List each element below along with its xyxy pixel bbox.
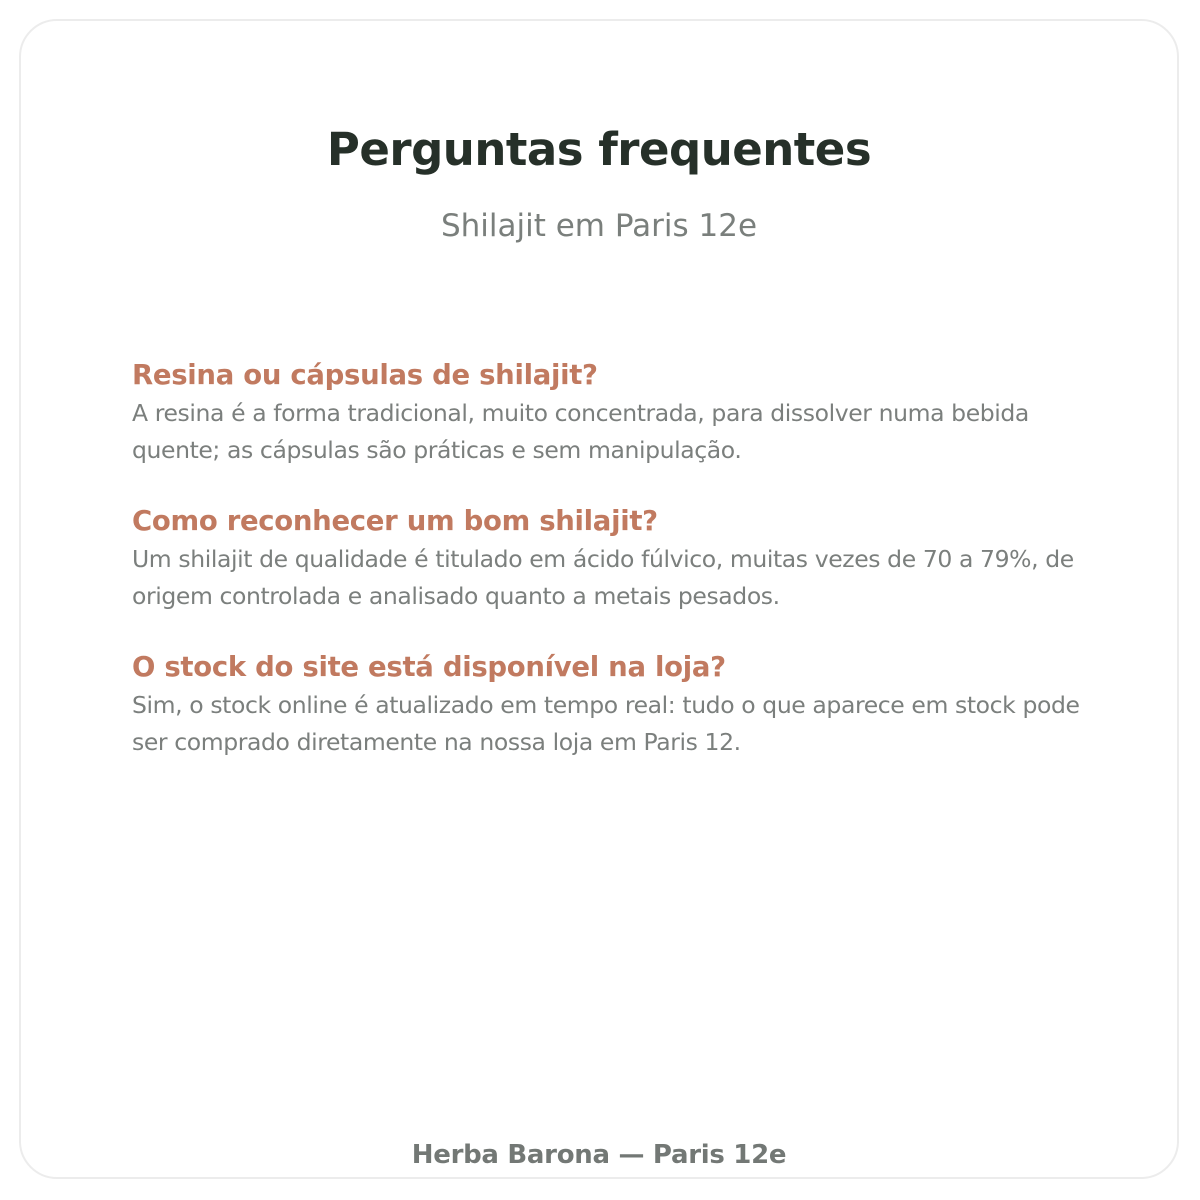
faq-answer: Um shilajit de qualidade é titulado em ácido fúlvico, muitas vezes de 70 a 79%, de origem controlada e analisado quanto a metais pesados. [132, 545, 1074, 610]
page-title: Perguntas frequentes [326, 123, 872, 176]
faq-item [132, 647, 1117, 761]
faq-answer: A resina é a forma tradicional, muito concentrada, para dissolver numa bebida quente; as cápsulas são práticas e sem manipulação. [132, 399, 1029, 464]
faq-question: Resina ou cápsulas de shilajit? [132, 359, 598, 391]
faq-question: Como reconhecer um bom shilajit? [132, 505, 658, 537]
page-subtitle: Shilajit em Paris 12e [440, 208, 758, 244]
faq-answer: Sim, o stock online é atualizado em tempo real: tudo o que aparece em stock pode ser comprado diretamente na nossa loja em Paris 12. [132, 691, 1080, 756]
faq-card [19, 19, 1179, 1179]
faq-item [132, 501, 1117, 615]
footer-brand: Herba Barona — Paris 12e [411, 1140, 787, 1170]
faq-list [132, 355, 1117, 793]
faq-item [132, 355, 1117, 469]
faq-question: O stock do site está disponível na loja? [132, 651, 726, 683]
